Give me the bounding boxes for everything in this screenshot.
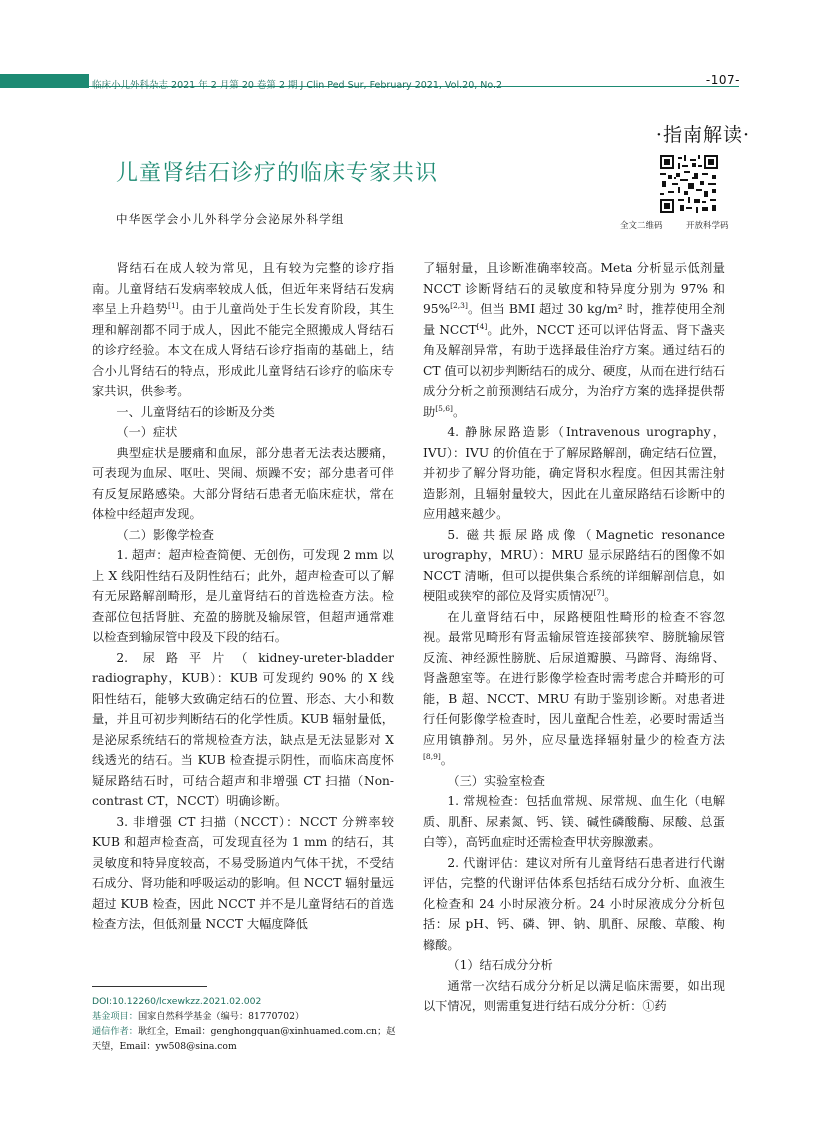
section-heading bbox=[92, 525, 394, 546]
body-paragraph bbox=[423, 422, 725, 525]
footnote-rule bbox=[92, 986, 207, 987]
paragraph-text: 1. 超声：超声检查简便、无创伤，可发现 2 mm 以上 X 线阳性结石及阴性结石；此外，超声检查可以了解有无尿路解剖畸形，是儿童肾结石的首选检查方法。检查部位包括肾脏、充盈的膀胱及输尿管，但超声通常难以检查到输尿管中段及下段的结石。 bbox=[92, 548, 394, 644]
paragraph-text: 一、儿童肾结石的诊断及分类 bbox=[116, 404, 275, 419]
section-heading bbox=[423, 955, 725, 976]
journal-header: 临床小儿外科杂志 2021 年 2 月第 20 卷第 2 期 J Clin Ped Sur, February 2021, Vol.20, No.2 bbox=[92, 80, 503, 91]
citation-ref[interactable]: [1] bbox=[168, 300, 179, 310]
citation-ref[interactable]: [8,9] bbox=[423, 751, 441, 761]
fund-label: 基金项目： bbox=[92, 1011, 138, 1022]
paragraph-text: （一）症状 bbox=[116, 425, 178, 439]
body-paragraph bbox=[423, 258, 725, 422]
fund-line bbox=[92, 1009, 397, 1024]
paragraph-text: 3. 非增强 CT 扫描（NCCT）：NCCT 分辨率较 KUB 和超声检查高，可发现直径为 1 mm 的结石，其灵敏度和特异度较高，不易受肠道内气体干扰，不受结石成分、肾功能和呼吸运动的影响。但 NCCT 辐射量远超过 KUB 检查，因此 NCCT 并不是儿童肾结石的首选检查方法，但低剂量 NCCT 大幅度降低 bbox=[92, 814, 394, 931]
paragraph-text: 5. 磁共振尿路成像（Magnetic resonance urography，MRU）：MRU 显示尿路结石的图像不如 NCCT 清晰，但可以提供集合系统的详细解剖信息，如梗阻或狭窄的部位及肾实质情况 bbox=[423, 527, 725, 603]
corr-text: 耿红全，Email：genghongquan@xinhuamed.com.cn；赵天望，Email：yw508@sina.com bbox=[92, 1026, 396, 1052]
paragraph-text: 肾结石在成人较为常见，且有较为完整的诊疗指南。儿童肾结石发病率较成人低，但近年来肾结石发病率呈上升趋势 bbox=[92, 261, 394, 316]
citation-ref[interactable]: [5,6] bbox=[435, 403, 453, 413]
section-heading bbox=[423, 771, 725, 792]
paragraph-text: 。 bbox=[452, 404, 466, 419]
body-column-left bbox=[92, 258, 394, 935]
qr-caption-fulltext: 全文二维码 bbox=[620, 221, 663, 231]
body-paragraph bbox=[92, 812, 394, 935]
section-heading bbox=[92, 422, 394, 443]
corr-label: 通信作者： bbox=[92, 1026, 138, 1037]
paragraph-text: （三）实验室检查 bbox=[447, 773, 545, 788]
doi-line[interactable]: DOI:10.12260/lcxewkzz.2021.02.002 bbox=[92, 996, 262, 1007]
citation-ref[interactable]: [2,3] bbox=[450, 300, 468, 310]
body-paragraph bbox=[423, 853, 725, 956]
author-group: 中华医学会小儿外科学分会泌尿外科学组 bbox=[116, 212, 345, 226]
paragraph-text: （二）影像学检查 bbox=[116, 527, 214, 542]
paragraph-text: 通常一次结石成分分析足以满足临床需要，如出现以下情况，则需重复进行结石成分分析：①药 bbox=[423, 978, 725, 1013]
citation-ref[interactable]: [4] bbox=[476, 321, 488, 331]
body-paragraph bbox=[92, 648, 394, 812]
corresponding-author-line bbox=[92, 1024, 397, 1054]
qr-caption-openscience: 开放科学码 bbox=[686, 221, 729, 231]
body-column-right bbox=[423, 258, 725, 1017]
paragraph-text: 。由于儿童尚处于生长发育阶段，其生理和解剖都不同于成人，因此不能完全照搬成人肾结石的诊疗经验。本文在成人肾结石诊疗指南的基础上，结合小儿肾结石的特点，形成此儿童肾结石诊疗的临床专家共识，供参考。 bbox=[92, 302, 395, 398]
section-heading bbox=[92, 402, 394, 423]
body-paragraph bbox=[423, 976, 725, 1017]
paragraph-text: 在儿童肾结石中，尿路梗阻性畸形的检查不容忽视。最常见畸形有肾盂输尿管连接部狭窄、膀胱输尿管反流、神经源性膀胱、后尿道瓣膜、马蹄肾、海绵肾、肾盏憩室等。在进行影像学检查时需考虑合并畸形的可能，B 超、NCCT、MRU 有助于鉴别诊断。对患者进行任何影像学检查时，因儿童配合性差，必要时需适当应用镇静剂。另外，应尽量选择辐射量少的检查方法 bbox=[423, 609, 725, 747]
paragraph-text: 2. 代谢评估：建议对所有儿童肾结石患者进行代谢评估，完整的代谢评估体系包括结石成分分析、血液生化检查和 24 小时尿液分析。24 小时尿液成分分析包括：尿 pH、钙、磷、钾、钠、肌酐、尿酸、草酸、枸橼酸。 bbox=[423, 855, 725, 952]
paragraph-text: 2. 尿路平片（kidney-ureter-bladder radiography，KUB）：KUB 可发现约 90% 的 X 线阳性结石，能够大致确定结石的位置、形态、大小和数量，并且可初步判断结石的化学性质。KUB 辐射量低，是泌尿系统结石的常规检查方法，缺点是无法显影对 X 线透光的结石。当 KUB 检查提示阴性，而临床高度怀疑尿路结石时，可结合超声和非增强 CT 扫描（Non-contrast CT，NCCT）明确诊断。 bbox=[92, 650, 394, 808]
citation-ref[interactable]: [7] bbox=[593, 587, 605, 597]
paragraph-text: 。 bbox=[440, 753, 453, 767]
header-color-bar bbox=[0, 74, 89, 88]
body-paragraph bbox=[423, 607, 725, 771]
paragraph-text: （1）结石成分分析 bbox=[447, 958, 553, 972]
body-paragraph bbox=[92, 443, 394, 525]
body-paragraph bbox=[92, 258, 394, 402]
page-number: -107- bbox=[705, 73, 740, 87]
paragraph-text: 。但当 BMI 超过 30 kg/m² 时，推荐使用全剂量 NCCT bbox=[423, 302, 725, 337]
paragraph-text: 。此外，NCCT 还可以评估肾盂、肾下盏夹角及解剖异常，有助于选择最佳治疗方案。通过结石的 CT 值可以初步判断结石的成分、硬度，从而在进行结石成分分析之前预测结石成分，为治疗方案的选择提供帮助 bbox=[423, 322, 725, 419]
paragraph-text: 1. 常规检查：包括血常规、尿常规、血生化（电解质、肌酐、尿素氮、钙、镁、碱性磷酸酶、尿酸、总蛋白等），高钙血症时还需检查甲状旁腺激素。 bbox=[423, 794, 725, 849]
paragraph-text: 了辐射量，且诊断准确率较高。Meta 分析显示低剂量 NCCT 诊断肾结石的灵敏度和特异度分别为 97% 和 95% bbox=[423, 261, 725, 316]
paragraph-text: 。 bbox=[604, 589, 617, 603]
paragraph-text: 典型症状是腰痛和血尿，部分患者无法表达腰痛，可表现为血尿、呕吐、哭闹、烦躁不安；部分患者可伴有反复尿路感染。大部分肾结石患者无临床症状，常在体检中经超声发现。 bbox=[92, 445, 394, 521]
body-paragraph bbox=[423, 525, 725, 607]
article-title: 儿童肾结石诊疗的临床专家共识 bbox=[116, 161, 439, 186]
body-paragraph bbox=[92, 545, 394, 648]
body-paragraph bbox=[423, 791, 725, 853]
fund-text: 国家自然科学基金（编号：81770702） bbox=[137, 1011, 305, 1022]
qr-code-icon[interactable] bbox=[660, 155, 718, 213]
paragraph-text: 4. 静脉尿路造影（Intravenous urography，IVU）：IVU 的价值在于了解尿路解剖，确定结石位置，并初步了解分肾功能，确定肾积水程度。但因其需注射造影剂，且辐射量较大，因此在儿童尿路结石诊断中的应用越来越少。 bbox=[423, 425, 725, 521]
column-label: ·指南解读· bbox=[655, 124, 750, 146]
